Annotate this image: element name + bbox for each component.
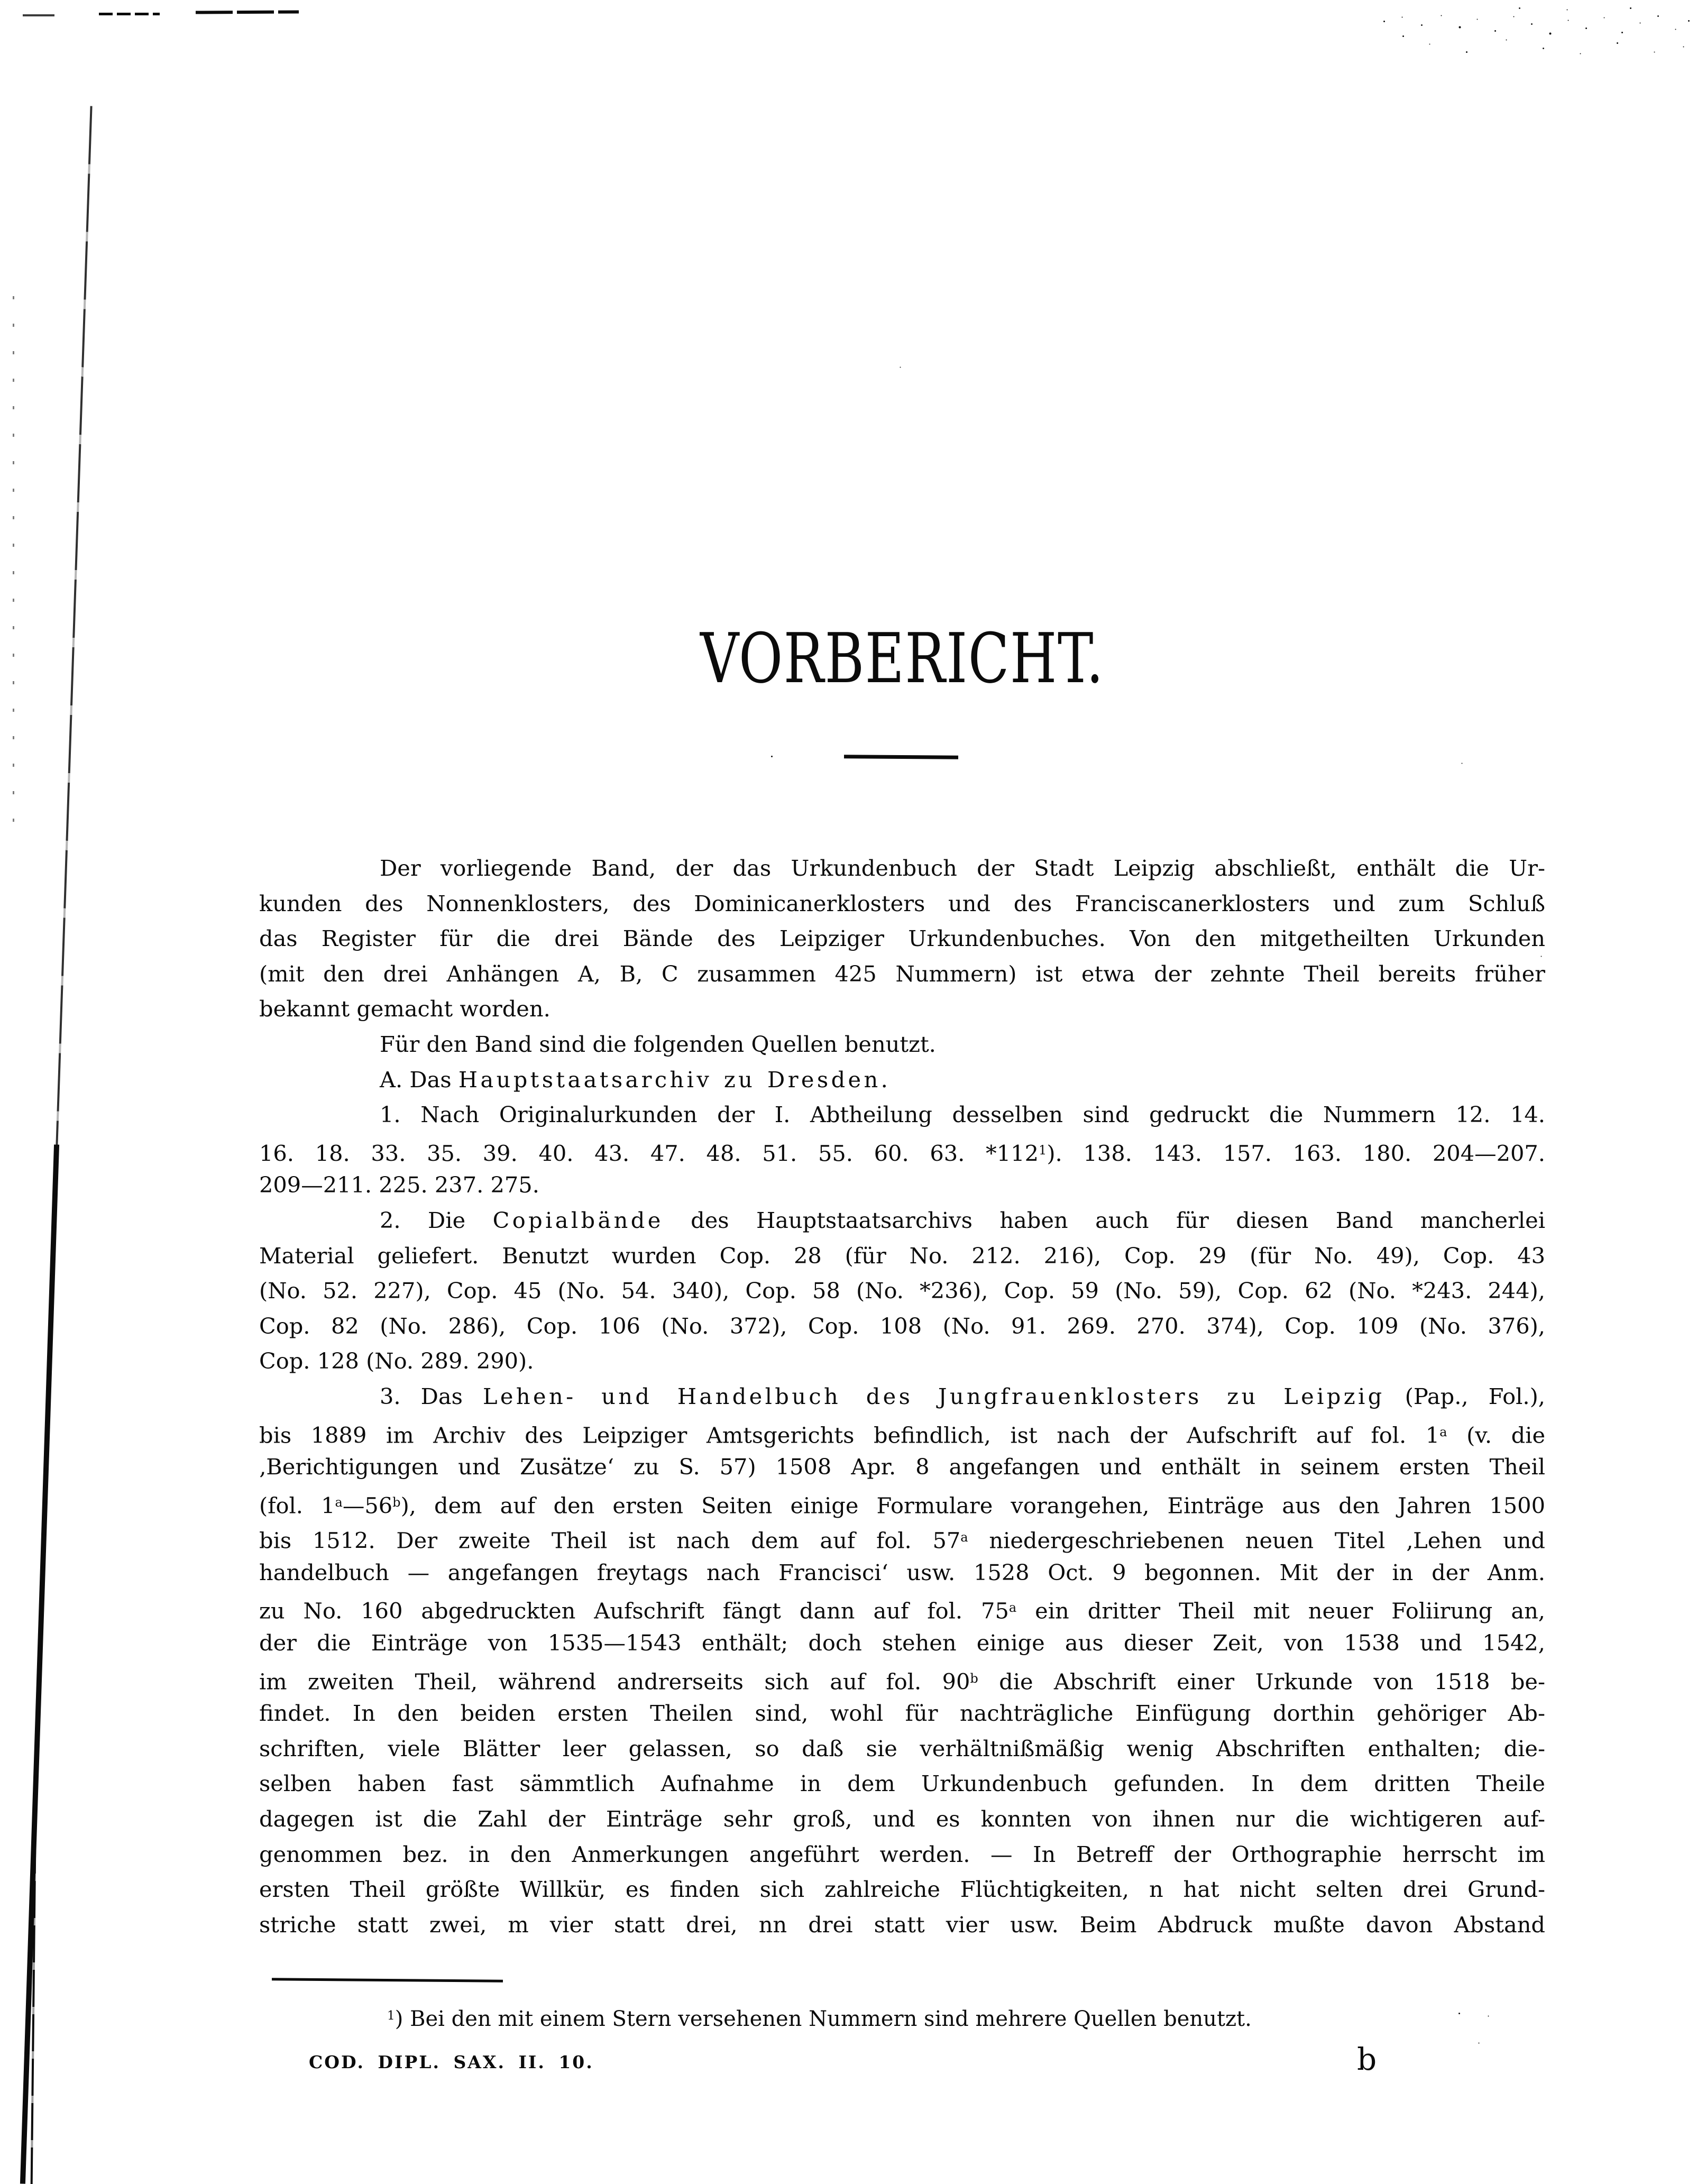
text-line bbox=[259, 1168, 1545, 1203]
text-segment: A. Das bbox=[380, 1066, 458, 1093]
text-line bbox=[259, 1731, 1545, 1767]
text-segment: bis 1512. Der zweite Theil ist nach dem auf fol. 57 bbox=[259, 1527, 961, 1554]
text-segment: findet. In den beiden ersten Theilen sind, wohl für nachträgliche Einfügung dorthin gehöriger Ab- bbox=[259, 1700, 1545, 1727]
text-line bbox=[259, 1097, 1545, 1133]
page-title: VORBERICHT. bbox=[700, 618, 1104, 699]
text-line bbox=[259, 1907, 1545, 1943]
scan-artifact-dotted-line bbox=[13, 296, 14, 846]
text-segment: 1. Nach Originalurkunden der I. Abtheilung desselben sind gedruckt die Nummern 12. 14. bbox=[380, 1102, 1545, 1128]
text-line bbox=[259, 1696, 1545, 1731]
text-segment: Cop. 82 (No. 286), Cop. 106 (No. 372), Cop. 108 (No. 91. 269. 270. 374), Cop. 109 (No. 376), bbox=[259, 1313, 1545, 1339]
text-line bbox=[259, 1485, 1545, 1520]
footnote-marker: 1 bbox=[387, 2008, 395, 2023]
text-segment: (fol. 1 bbox=[259, 1492, 335, 1519]
text-line bbox=[259, 1309, 1545, 1344]
text-segment: (Pap., Fol.), bbox=[1384, 1383, 1545, 1409]
text-line bbox=[259, 1062, 1545, 1098]
superscript-text: b bbox=[970, 1671, 978, 1686]
text-line bbox=[259, 1520, 1545, 1555]
text-line bbox=[259, 1415, 1545, 1450]
text-line bbox=[259, 1802, 1545, 1837]
text-line bbox=[259, 1344, 1545, 1379]
text-segment: handelbuch — angefangen freytags nach Francisci‘ usw. 1528 Oct. 9 begonnen. Mit der in der Anm. bbox=[259, 1559, 1545, 1585]
text-line bbox=[259, 1661, 1545, 1696]
superscript-text: a bbox=[960, 1530, 968, 1545]
scan-artifact-top-dash bbox=[196, 10, 299, 14]
superscript-text: b bbox=[392, 1494, 401, 1510]
text-line bbox=[259, 1590, 1545, 1626]
scan-artifact-top-dash bbox=[99, 13, 160, 15]
text-segment: zu No. 160 abgedruckten Aufschrift fängt dann auf fol. 75 bbox=[259, 1598, 1009, 1624]
text-segment: Für den Band sind die folgenden Quellen benutzt. bbox=[380, 1031, 936, 1057]
text-segment: bekannt gemacht worden. bbox=[259, 996, 551, 1022]
text-segment: striche statt zwei, m vier statt drei, nn drei statt vier usw. Beim Abdruck mußte davon Abstand bbox=[259, 1911, 1545, 1938]
text-line bbox=[259, 957, 1545, 992]
text-segment: (v. die bbox=[1447, 1422, 1546, 1448]
text-segment: (No. 52. 227), Cop. 45 (No. 54. 340), Cop. 58 (No. *236), Cop. 59 (No. 59), Cop. 62 (No. *243. 244), bbox=[259, 1278, 1545, 1304]
superscript-text: a bbox=[335, 1494, 343, 1510]
text-segment: bis 1889 im Archiv des Leipziger Amtsgerichts befindlich, ist nach der Aufschrift auf fol. 1 bbox=[259, 1422, 1440, 1448]
text-line bbox=[259, 921, 1545, 957]
scan-artifact-gutter-line bbox=[56, 106, 92, 1145]
superscript-text: a bbox=[1439, 1424, 1447, 1439]
text-line bbox=[259, 1837, 1545, 1873]
text-segment: Cop. 128 (No. 289. 290). bbox=[259, 1348, 534, 1374]
text-line bbox=[259, 1626, 1545, 1661]
text-line bbox=[259, 886, 1545, 922]
text-segment: im zweiten Theil, während andrerseits sich auf fol. 90 bbox=[259, 1668, 970, 1695]
text-line bbox=[259, 1133, 1545, 1168]
text-segment: ein dritter Theil mit neuer Foliirung an, bbox=[1016, 1598, 1545, 1624]
text-line bbox=[259, 1872, 1545, 1907]
text-segment: ‚Berichtigungen und Zusätze‘ zu S. 57) 1508 Apr. 8 angefangen und enthält in seinem ersten Theil bbox=[259, 1454, 1545, 1480]
text-segment: niedergeschriebenen neuen Titel ‚Lehen und bbox=[968, 1527, 1545, 1554]
text-segment: ), dem auf den ersten Seiten einige Formulare vorangehen, Einträge aus den Jahren 1500 bbox=[400, 1492, 1545, 1519]
footnote-divider bbox=[272, 1978, 503, 1982]
text-segment: Material geliefert. Benutzt wurden Cop. 28 (für No. 212. 216), Cop. 29 (für No. 49), Cop. 43 bbox=[259, 1242, 1545, 1269]
letterspaced-text: Hauptstaatsarchiv zu Dresden. bbox=[458, 1066, 891, 1093]
text-line bbox=[259, 1238, 1545, 1274]
footnote bbox=[259, 2006, 1545, 2032]
text-segment: (mit den drei Anhängen A, B, C zusammen 425 Nummern) ist etwa der zehnte Theil bereits früher bbox=[259, 960, 1545, 987]
text-line bbox=[259, 992, 1545, 1027]
text-segment: ersten Theil größte Willkür, es finden sich zahlreiche Flüchtigkeiten, n hat nicht selten drei Grund- bbox=[259, 1876, 1545, 1903]
letterspaced-text: Lehen- und Handelbuch des Jungfrauenklosters zu Leipzig bbox=[482, 1383, 1385, 1409]
text-segment: der die Einträge von 1535—1543 enthält; doch stehen einige aus dieser Zeit, von 1538 und 1542, bbox=[259, 1630, 1545, 1656]
text-segment: das Register für die drei Bände des Leipziger Urkundenbuches. Von den mitgetheilten Urkunden bbox=[259, 925, 1545, 952]
superscript-text: 1 bbox=[1039, 1142, 1047, 1158]
text-segment: 16. 18. 33. 35. 39. 40. 43. 47. 48. 51. 55. 60. 63. *112 bbox=[259, 1140, 1039, 1167]
text-segment: selben haben fast sämmtlich Aufnahme in dem Urkundenbuch gefunden. In dem dritten Theile bbox=[259, 1770, 1545, 1797]
text-line bbox=[259, 1027, 1545, 1062]
letterspaced-text: Copialbände bbox=[492, 1207, 664, 1233]
text-line bbox=[259, 1273, 1545, 1309]
title-divider bbox=[844, 755, 958, 759]
text-segment: 209—211. 225. 237. 275. bbox=[259, 1172, 539, 1198]
text-line bbox=[259, 1766, 1545, 1802]
text-segment: die Abschrift einer Urkunde von 1518 be- bbox=[978, 1668, 1546, 1695]
series-signature: COD. DIPL. SAX. II. 10. bbox=[309, 2052, 594, 2072]
text-segment: Der vorliegende Band, der das Urkundenbuch der Stadt Leipzig abschließt, enthält die Ur- bbox=[380, 855, 1545, 881]
text-segment: dagegen ist die Zahl der Einträge sehr groß, und es konnten von ihnen nur die wichtigeren auf- bbox=[259, 1806, 1545, 1832]
text-segment: des Hauptstaatsarchivs haben auch für diesen Band mancherlei bbox=[663, 1207, 1545, 1233]
text-line bbox=[259, 1203, 1545, 1238]
scan-artifact-top-dash bbox=[23, 14, 54, 16]
text-segment: kunden des Nonnenklosters, des Dominicanerklosters und des Franciscanerklosters und zum Schluß bbox=[259, 890, 1545, 916]
text-segment: —56 bbox=[342, 1492, 393, 1519]
text-line bbox=[259, 1449, 1545, 1485]
text-segment: 2. Die bbox=[380, 1207, 493, 1233]
scan-artifact-gutter-line bbox=[20, 1144, 59, 2183]
text-line bbox=[259, 1379, 1545, 1415]
text-segment: 3. Das bbox=[380, 1383, 483, 1409]
text-line bbox=[259, 1555, 1545, 1591]
scan-artifact-specks bbox=[0, 0, 3, 3]
text-segment: schriften, viele Blätter leer gelassen, so daß sie verhältnißmäßig wenig Abschriften enthalten; die- bbox=[259, 1735, 1545, 1761]
footnote-text: ) Bei den mit einem Stern versehenen Nummern sind mehrere Quellen benutzt. bbox=[395, 2007, 1252, 2031]
sheet-signature-mark: b bbox=[1357, 2041, 1377, 2077]
text-segment: ). 138. 143. 157. 163. 180. 204—207. bbox=[1047, 1140, 1545, 1167]
superscript-text: a bbox=[1008, 1600, 1017, 1616]
text-segment: genommen bez. in den Anmerkungen angeführt werden. — In Betreff der Orthographie herrscht im bbox=[259, 1841, 1545, 1867]
body-text bbox=[259, 851, 1545, 1942]
text-line bbox=[259, 851, 1545, 886]
